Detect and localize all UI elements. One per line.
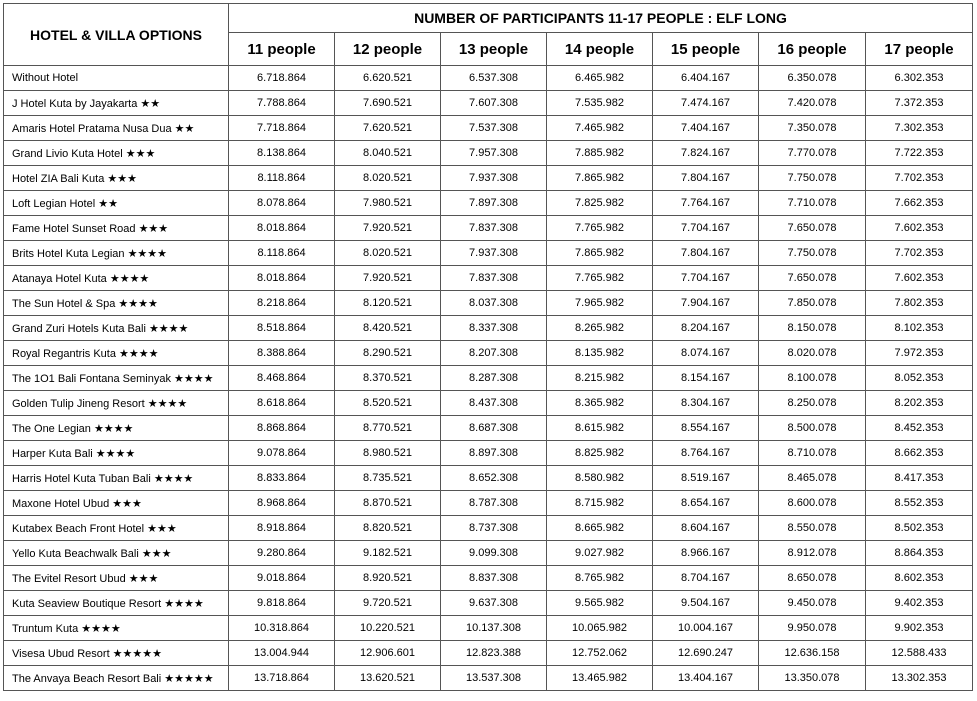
price-cell: 7.607.308 — [441, 91, 547, 116]
price-cell: 8.662.353 — [866, 441, 973, 466]
hotel-name: Kuta Seaview Boutique Resort ★★★★ — [4, 591, 229, 616]
table-row — [4, 541, 973, 566]
price-cell: 7.650.078 — [759, 266, 866, 291]
price-cell: 8.304.167 — [653, 391, 759, 416]
price-cell: 9.078.864 — [229, 441, 335, 466]
price-cell: 8.770.521 — [335, 416, 441, 441]
price-cell: 8.437.308 — [441, 391, 547, 416]
price-cell: 7.474.167 — [653, 91, 759, 116]
price-cell: 7.372.353 — [866, 91, 973, 116]
price-cell: 7.937.308 — [441, 241, 547, 266]
price-cell: 8.365.982 — [547, 391, 653, 416]
price-cell: 7.620.521 — [335, 116, 441, 141]
hotel-name: Harris Hotel Kuta Tuban Bali ★★★★ — [4, 466, 229, 491]
table-row — [4, 291, 973, 316]
price-cell: 7.662.353 — [866, 191, 973, 216]
price-cell: 8.078.864 — [229, 191, 335, 216]
table-row — [4, 641, 973, 666]
price-cell: 7.957.308 — [441, 141, 547, 166]
price-cell: 7.537.308 — [441, 116, 547, 141]
price-cell: 8.618.864 — [229, 391, 335, 416]
price-cell: 13.718.864 — [229, 666, 335, 691]
column-header: 16 people — [759, 33, 866, 66]
table-header — [4, 4, 973, 66]
price-cell: 8.265.982 — [547, 316, 653, 341]
hotel-name: Loft Legian Hotel ★★ — [4, 191, 229, 216]
price-cell: 12.823.388 — [441, 641, 547, 666]
price-cell: 7.764.167 — [653, 191, 759, 216]
hotel-name: Brits Hotel Kuta Legian ★★★★ — [4, 241, 229, 266]
table-row — [4, 216, 973, 241]
hotel-options-header: HOTEL & VILLA OPTIONS — [4, 4, 229, 66]
price-cell: 8.870.521 — [335, 491, 441, 516]
table-row — [4, 191, 973, 216]
price-cell: 6.350.078 — [759, 66, 866, 91]
price-cell: 8.554.167 — [653, 416, 759, 441]
price-cell: 9.280.864 — [229, 541, 335, 566]
price-cell: 7.904.167 — [653, 291, 759, 316]
price-cell: 8.018.864 — [229, 266, 335, 291]
price-cell: 9.402.353 — [866, 591, 973, 616]
price-cell: 7.350.078 — [759, 116, 866, 141]
price-table — [3, 3, 973, 691]
column-header: 11 people — [229, 33, 335, 66]
hotel-name: Harper Kuta Bali ★★★★ — [4, 441, 229, 466]
column-header: 13 people — [441, 33, 547, 66]
column-header: 17 people — [866, 33, 973, 66]
price-cell: 7.702.353 — [866, 241, 973, 266]
price-cell: 8.250.078 — [759, 391, 866, 416]
price-cell: 8.519.167 — [653, 466, 759, 491]
price-cell: 8.920.521 — [335, 566, 441, 591]
price-cell: 10.065.982 — [547, 616, 653, 641]
price-cell: 7.825.982 — [547, 191, 653, 216]
price-cell: 8.912.078 — [759, 541, 866, 566]
price-cell: 8.204.167 — [653, 316, 759, 341]
price-cell: 8.118.864 — [229, 166, 335, 191]
price-cell: 9.565.982 — [547, 591, 653, 616]
price-cell: 6.302.353 — [866, 66, 973, 91]
participants-header: NUMBER OF PARTICIPANTS 11-17 PEOPLE : ELF LONG — [229, 4, 973, 33]
price-cell: 10.318.864 — [229, 616, 335, 641]
hotel-name: Maxone Hotel Ubud ★★★ — [4, 491, 229, 516]
hotel-name: Yello Kuta Beachwalk Bali ★★★ — [4, 541, 229, 566]
price-cell: 10.004.167 — [653, 616, 759, 641]
price-cell: 13.404.167 — [653, 666, 759, 691]
price-cell: 7.804.167 — [653, 166, 759, 191]
hotel-name: Grand Zuri Hotels Kuta Bali ★★★★ — [4, 316, 229, 341]
price-cell: 8.290.521 — [335, 341, 441, 366]
price-cell: 8.687.308 — [441, 416, 547, 441]
price-cell: 8.825.982 — [547, 441, 653, 466]
price-cell: 8.518.864 — [229, 316, 335, 341]
hotel-name: Golden Tulip Jineng Resort ★★★★ — [4, 391, 229, 416]
price-cell: 8.215.982 — [547, 366, 653, 391]
table-row — [4, 116, 973, 141]
price-cell: 8.602.353 — [866, 566, 973, 591]
price-cell: 8.654.167 — [653, 491, 759, 516]
price-cell: 8.897.308 — [441, 441, 547, 466]
price-cell: 8.580.982 — [547, 466, 653, 491]
price-cell: 7.965.982 — [547, 291, 653, 316]
price-cell: 8.452.353 — [866, 416, 973, 441]
price-cell: 12.690.247 — [653, 641, 759, 666]
table-row — [4, 66, 973, 91]
price-cell: 8.102.353 — [866, 316, 973, 341]
hotel-name: Fame Hotel Sunset Road ★★★ — [4, 216, 229, 241]
price-cell: 8.074.167 — [653, 341, 759, 366]
column-header: 12 people — [335, 33, 441, 66]
price-cell: 8.120.521 — [335, 291, 441, 316]
table-row — [4, 141, 973, 166]
price-cell: 7.302.353 — [866, 116, 973, 141]
table-row — [4, 441, 973, 466]
price-cell: 7.702.353 — [866, 166, 973, 191]
price-cell: 8.918.864 — [229, 516, 335, 541]
table-row — [4, 266, 973, 291]
price-cell: 7.690.521 — [335, 91, 441, 116]
price-cell: 8.037.308 — [441, 291, 547, 316]
hotel-name: Amaris Hotel Pratama Nusa Dua ★★ — [4, 116, 229, 141]
price-cell: 8.150.078 — [759, 316, 866, 341]
price-cell: 8.820.521 — [335, 516, 441, 541]
price-cell: 8.715.982 — [547, 491, 653, 516]
price-cell: 8.370.521 — [335, 366, 441, 391]
price-cell: 7.804.167 — [653, 241, 759, 266]
price-cell: 8.968.864 — [229, 491, 335, 516]
price-cell: 7.710.078 — [759, 191, 866, 216]
column-header: 15 people — [653, 33, 759, 66]
price-cell: 7.404.167 — [653, 116, 759, 141]
hotel-name: The One Legian ★★★★ — [4, 416, 229, 441]
price-cell: 9.818.864 — [229, 591, 335, 616]
table-row — [4, 491, 973, 516]
price-cell: 12.752.062 — [547, 641, 653, 666]
price-cell: 9.637.308 — [441, 591, 547, 616]
price-cell: 8.665.982 — [547, 516, 653, 541]
price-cell: 7.770.078 — [759, 141, 866, 166]
price-cell: 8.552.353 — [866, 491, 973, 516]
price-cell: 8.154.167 — [653, 366, 759, 391]
table-row — [4, 666, 973, 691]
price-cell: 8.287.308 — [441, 366, 547, 391]
price-cell: 7.865.982 — [547, 166, 653, 191]
table-row — [4, 391, 973, 416]
column-header: 14 people — [547, 33, 653, 66]
price-cell: 8.388.864 — [229, 341, 335, 366]
table-row — [4, 616, 973, 641]
price-cell: 8.864.353 — [866, 541, 973, 566]
price-cell: 8.868.864 — [229, 416, 335, 441]
price-cell: 7.885.982 — [547, 141, 653, 166]
price-cell: 7.865.982 — [547, 241, 653, 266]
price-cell: 6.404.167 — [653, 66, 759, 91]
price-cell: 8.980.521 — [335, 441, 441, 466]
price-cell: 6.465.982 — [547, 66, 653, 91]
price-cell: 8.337.308 — [441, 316, 547, 341]
price-cell: 7.704.167 — [653, 266, 759, 291]
price-cell: 8.604.167 — [653, 516, 759, 541]
price-cell: 9.018.864 — [229, 566, 335, 591]
price-cell: 8.020.078 — [759, 341, 866, 366]
price-cell: 9.950.078 — [759, 616, 866, 641]
price-cell: 8.787.308 — [441, 491, 547, 516]
price-cell: 8.737.308 — [441, 516, 547, 541]
price-cell: 8.710.078 — [759, 441, 866, 466]
price-cell: 8.465.078 — [759, 466, 866, 491]
hotel-name: Without Hotel — [4, 66, 229, 91]
price-cell: 7.750.078 — [759, 241, 866, 266]
price-cell: 8.100.078 — [759, 366, 866, 391]
price-cell: 8.704.167 — [653, 566, 759, 591]
price-cell: 10.137.308 — [441, 616, 547, 641]
price-cell: 9.902.353 — [866, 616, 973, 641]
price-cell: 9.720.521 — [335, 591, 441, 616]
price-cell: 8.833.864 — [229, 466, 335, 491]
table-row — [4, 366, 973, 391]
price-cell: 7.802.353 — [866, 291, 973, 316]
price-cell: 8.837.308 — [441, 566, 547, 591]
price-cell: 8.966.167 — [653, 541, 759, 566]
table-row — [4, 91, 973, 116]
price-cell: 12.636.158 — [759, 641, 866, 666]
price-cell: 8.020.521 — [335, 241, 441, 266]
price-cell: 7.602.353 — [866, 216, 973, 241]
table-row — [4, 166, 973, 191]
price-cell: 7.824.167 — [653, 141, 759, 166]
price-cell: 8.764.167 — [653, 441, 759, 466]
price-cell: 8.468.864 — [229, 366, 335, 391]
price-cell: 8.652.308 — [441, 466, 547, 491]
table-row — [4, 316, 973, 341]
price-cell: 8.615.982 — [547, 416, 653, 441]
table-row — [4, 591, 973, 616]
price-cell: 12.906.601 — [335, 641, 441, 666]
price-cell: 13.537.308 — [441, 666, 547, 691]
price-cell: 8.735.521 — [335, 466, 441, 491]
price-cell: 6.537.308 — [441, 66, 547, 91]
price-cell: 7.920.521 — [335, 266, 441, 291]
price-cell: 13.465.982 — [547, 666, 653, 691]
price-cell: 8.118.864 — [229, 241, 335, 266]
price-cell: 8.600.078 — [759, 491, 866, 516]
price-cell: 8.020.521 — [335, 166, 441, 191]
price-cell: 7.850.078 — [759, 291, 866, 316]
price-cell: 7.972.353 — [866, 341, 973, 366]
price-cell: 7.602.353 — [866, 266, 973, 291]
price-cell: 13.350.078 — [759, 666, 866, 691]
price-cell: 9.504.167 — [653, 591, 759, 616]
price-cell: 8.218.864 — [229, 291, 335, 316]
price-cell: 9.099.308 — [441, 541, 547, 566]
price-cell: 8.420.521 — [335, 316, 441, 341]
table-row — [4, 241, 973, 266]
price-cell: 7.465.982 — [547, 116, 653, 141]
hotel-name: Truntum Kuta ★★★★ — [4, 616, 229, 641]
price-cell: 7.837.308 — [441, 216, 547, 241]
hotel-name: Grand Livio Kuta Hotel ★★★ — [4, 141, 229, 166]
price-cell: 8.138.864 — [229, 141, 335, 166]
price-cell: 13.620.521 — [335, 666, 441, 691]
hotel-name: J Hotel Kuta by Jayakarta ★★ — [4, 91, 229, 116]
price-cell: 7.420.078 — [759, 91, 866, 116]
price-cell: 8.502.353 — [866, 516, 973, 541]
price-cell: 13.302.353 — [866, 666, 973, 691]
price-cell: 7.535.982 — [547, 91, 653, 116]
price-cell: 9.450.078 — [759, 591, 866, 616]
price-cell: 7.765.982 — [547, 216, 653, 241]
price-cell: 8.520.521 — [335, 391, 441, 416]
price-cell: 12.588.433 — [866, 641, 973, 666]
table-row — [4, 466, 973, 491]
price-cell: 8.550.078 — [759, 516, 866, 541]
hotel-name: The Anvaya Beach Resort Bali ★★★★★ — [4, 666, 229, 691]
price-cell: 8.040.521 — [335, 141, 441, 166]
hotel-name: Hotel ZIA Bali Kuta ★★★ — [4, 166, 229, 191]
price-cell: 7.937.308 — [441, 166, 547, 191]
price-cell: 9.182.521 — [335, 541, 441, 566]
hotel-name: The 1O1 Bali Fontana Seminyak ★★★★ — [4, 366, 229, 391]
price-cell: 7.837.308 — [441, 266, 547, 291]
price-cell: 7.788.864 — [229, 91, 335, 116]
price-cell: 6.620.521 — [335, 66, 441, 91]
price-cell: 13.004.944 — [229, 641, 335, 666]
table-row — [4, 516, 973, 541]
hotel-name: Kutabex Beach Front Hotel ★★★ — [4, 516, 229, 541]
price-cell: 10.220.521 — [335, 616, 441, 641]
table-body — [4, 66, 973, 691]
hotel-name: The Sun Hotel & Spa ★★★★ — [4, 291, 229, 316]
price-cell: 6.718.864 — [229, 66, 335, 91]
price-cell: 9.027.982 — [547, 541, 653, 566]
price-cell: 7.650.078 — [759, 216, 866, 241]
hotel-name: Royal Regantris Kuta ★★★★ — [4, 341, 229, 366]
price-cell: 8.052.353 — [866, 366, 973, 391]
price-cell: 7.718.864 — [229, 116, 335, 141]
table-row — [4, 341, 973, 366]
price-cell: 8.765.982 — [547, 566, 653, 591]
price-cell: 7.980.521 — [335, 191, 441, 216]
price-cell: 8.018.864 — [229, 216, 335, 241]
price-cell: 8.202.353 — [866, 391, 973, 416]
price-cell: 8.207.308 — [441, 341, 547, 366]
price-cell: 8.500.078 — [759, 416, 866, 441]
table-row — [4, 416, 973, 441]
price-cell: 7.920.521 — [335, 216, 441, 241]
price-cell: 8.135.982 — [547, 341, 653, 366]
price-cell: 7.722.353 — [866, 141, 973, 166]
price-cell: 7.765.982 — [547, 266, 653, 291]
price-cell: 7.704.167 — [653, 216, 759, 241]
price-cell: 7.897.308 — [441, 191, 547, 216]
price-cell: 8.417.353 — [866, 466, 973, 491]
hotel-name: The Evitel Resort Ubud ★★★ — [4, 566, 229, 591]
price-cell: 7.750.078 — [759, 166, 866, 191]
hotel-name: Visesa Ubud Resort ★★★★★ — [4, 641, 229, 666]
price-cell: 8.650.078 — [759, 566, 866, 591]
table-row — [4, 566, 973, 591]
hotel-name: Atanaya Hotel Kuta ★★★★ — [4, 266, 229, 291]
